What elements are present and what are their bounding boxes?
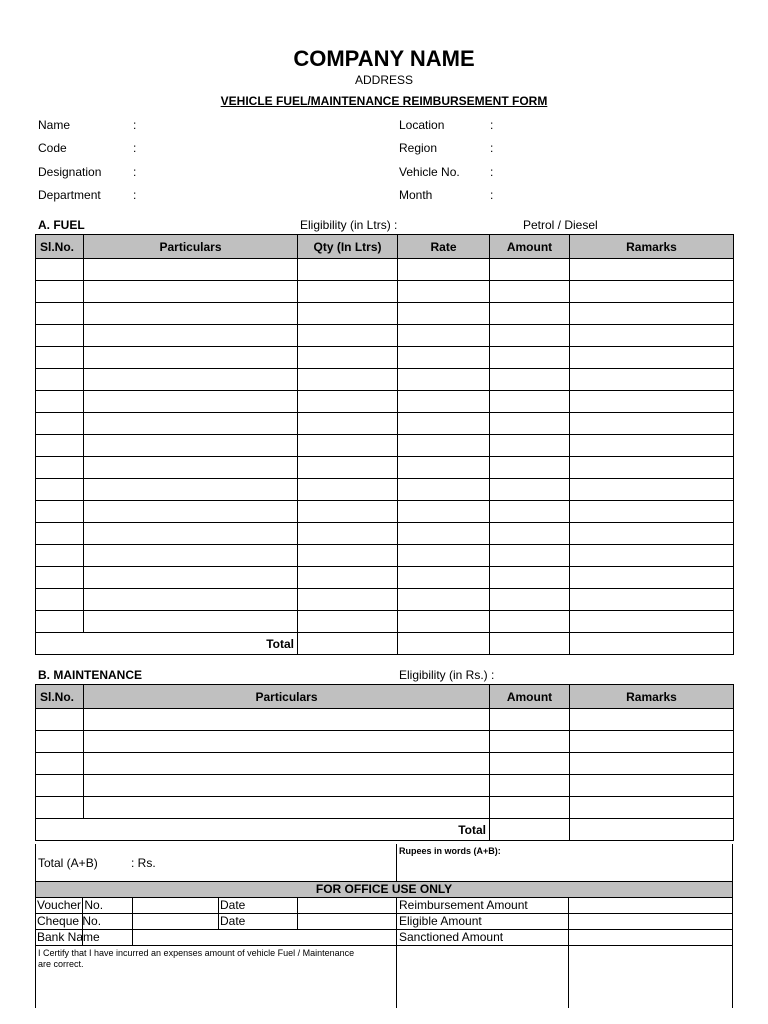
fuel-table-cell[interactable]	[36, 391, 84, 413]
fuel-col-rate: Rate	[398, 235, 490, 259]
fuel-table-row	[36, 369, 734, 391]
maintenance-table-cell[interactable]	[84, 709, 490, 731]
fuel-table-row	[36, 435, 734, 457]
fuel-table-cell[interactable]	[398, 325, 490, 347]
fuel-table-cell[interactable]	[570, 413, 734, 435]
fuel-table-cell[interactable]	[570, 325, 734, 347]
fuel-table-cell[interactable]	[398, 611, 490, 633]
fuel-table-row	[36, 347, 734, 369]
maintenance-header-row	[36, 685, 734, 709]
total-rs-label: : Rs.	[131, 856, 156, 870]
fuel-table-cell[interactable]	[84, 501, 298, 523]
fuel-table-cell[interactable]	[398, 567, 490, 589]
office-right-border	[732, 881, 733, 1008]
company-name: COMPANY NAME	[293, 46, 475, 71]
fuel-table-cell[interactable]	[398, 589, 490, 611]
summary-right-border	[732, 844, 733, 881]
office-vline-d	[297, 897, 298, 929]
summary-divider	[396, 844, 397, 881]
fuel-table-cell[interactable]	[570, 369, 734, 391]
fuel-table-row	[36, 567, 734, 589]
office-vline-f	[568, 897, 569, 1008]
fuel-table-row	[36, 303, 734, 325]
name-colon: :	[133, 118, 137, 132]
maintenance-table-cell[interactable]	[570, 797, 734, 819]
fuel-table-cell[interactable]	[36, 435, 84, 457]
fuel-table-cell[interactable]	[570, 347, 734, 369]
fuel-col-particulars: Particulars	[84, 235, 298, 259]
maintenance-col-particulars: Particulars	[84, 685, 490, 709]
fuel-table-cell[interactable]	[298, 457, 398, 479]
maintenance-table-cell[interactable]	[490, 797, 570, 819]
fuel-table-cell[interactable]	[298, 413, 398, 435]
office-line-1	[35, 897, 733, 898]
fuel-table-cell[interactable]	[84, 589, 298, 611]
fuel-table-cell[interactable]	[298, 567, 398, 589]
maintenance-total-row	[36, 819, 734, 841]
fuel-table-cell[interactable]	[84, 325, 298, 347]
fuel-table-row	[36, 479, 734, 501]
fuel-table-cell[interactable]	[84, 479, 298, 501]
fuel-table-cell[interactable]	[490, 391, 570, 413]
fuel-table-cell[interactable]	[490, 567, 570, 589]
fuel-table-cell[interactable]	[84, 567, 298, 589]
fuel-table-cell[interactable]	[398, 259, 490, 281]
name-label: Name	[38, 118, 71, 132]
fuel-total-rate-cell[interactable]	[398, 633, 490, 655]
eligible-amount-label: Eligible Amount	[399, 914, 482, 928]
fuel-table-cell[interactable]	[298, 391, 398, 413]
fuel-table-cell[interactable]	[398, 347, 490, 369]
fuel-table-cell[interactable]	[570, 457, 734, 479]
cheque-date-label: Date	[220, 914, 246, 928]
fuel-table-cell[interactable]	[570, 545, 734, 567]
fuel-table-cell[interactable]	[84, 413, 298, 435]
department-label: Department	[38, 188, 101, 202]
fuel-table-cell[interactable]	[298, 611, 398, 633]
code-label: Code	[38, 141, 67, 155]
office-line-2	[35, 913, 733, 914]
fuel-table-cell[interactable]	[84, 369, 298, 391]
maintenance-table-row	[36, 753, 734, 775]
fuel-type-label: Petrol / Diesel	[523, 218, 598, 232]
fuel-table-cell[interactable]	[490, 501, 570, 523]
office-use-header: FOR OFFICE USE ONLY	[35, 882, 733, 897]
fuel-table-cell[interactable]	[298, 303, 398, 325]
fuel-table-cell[interactable]	[36, 611, 84, 633]
fuel-table-cell[interactable]	[298, 369, 398, 391]
maintenance-eligibility-label: Eligibility (in Rs.) :	[399, 668, 495, 682]
fuel-table-cell[interactable]	[490, 347, 570, 369]
maintenance-col-amount: Amount	[490, 685, 570, 709]
fuel-table-cell[interactable]	[36, 413, 84, 435]
fuel-table-cell[interactable]	[490, 611, 570, 633]
maintenance-table-cell[interactable]	[490, 731, 570, 753]
fuel-table-cell[interactable]	[36, 457, 84, 479]
fuel-table-cell[interactable]	[570, 391, 734, 413]
maintenance-section-title: B. MAINTENANCE	[38, 668, 142, 682]
maintenance-table-cell[interactable]	[490, 709, 570, 731]
fuel-table-cell[interactable]	[298, 259, 398, 281]
maintenance-table-cell[interactable]	[84, 731, 490, 753]
fuel-table-cell[interactable]	[36, 501, 84, 523]
fuel-eligibility-label: Eligibility (in Ltrs) :	[300, 218, 398, 232]
fuel-table-row	[36, 325, 734, 347]
fuel-table-cell[interactable]	[298, 501, 398, 523]
cheque-no-label: Cheque No.	[37, 914, 102, 928]
sanctioned-amount-label: Sanctioned Amount	[399, 930, 504, 944]
fuel-table-cell[interactable]	[84, 259, 298, 281]
fuel-table-cell[interactable]	[84, 281, 298, 303]
location-label: Location	[399, 118, 445, 132]
total-ab-label: Total (A+B)	[38, 856, 98, 870]
reimbursement-amount-label: Reimbursement Amount	[399, 898, 528, 912]
fuel-table-cell[interactable]	[398, 523, 490, 545]
fuel-table-cell[interactable]	[298, 325, 398, 347]
fuel-table-cell[interactable]	[490, 589, 570, 611]
fuel-table-row	[36, 281, 734, 303]
fuel-table-cell[interactable]	[490, 413, 570, 435]
fuel-total-qty-cell[interactable]	[298, 633, 398, 655]
maintenance-total-amount-cell[interactable]	[490, 819, 570, 841]
maintenance-table-row	[36, 775, 734, 797]
code-colon: :	[133, 141, 137, 155]
fuel-table-cell[interactable]	[490, 523, 570, 545]
designation-colon: :	[133, 165, 137, 179]
vehicle-no-label: Vehicle No.	[399, 165, 460, 179]
maintenance-table	[35, 684, 734, 841]
office-left-border	[35, 881, 36, 1008]
maintenance-table-cell[interactable]	[84, 753, 490, 775]
office-vline-b	[132, 897, 133, 945]
fuel-table-cell[interactable]	[84, 457, 298, 479]
fuel-table-cell[interactable]	[84, 545, 298, 567]
maintenance-table-cell[interactable]	[570, 775, 734, 797]
vehicle-no-colon: :	[490, 165, 494, 179]
fuel-table-cell[interactable]	[570, 567, 734, 589]
rupees-in-words-label: Rupees in words (A+B):	[399, 846, 501, 856]
voucher-date-label: Date	[220, 898, 246, 912]
month-colon: :	[490, 188, 494, 202]
fuel-table-cell[interactable]	[570, 501, 734, 523]
fuel-table-cell[interactable]	[298, 589, 398, 611]
fuel-table-cell[interactable]	[298, 435, 398, 457]
fuel-table-cell[interactable]	[490, 479, 570, 501]
maintenance-table-cell[interactable]	[36, 709, 84, 731]
fuel-table-cell[interactable]	[36, 281, 84, 303]
month-label: Month	[399, 188, 433, 202]
fuel-table-cell[interactable]	[36, 347, 84, 369]
fuel-total-row	[36, 633, 734, 655]
summary-left-border	[35, 844, 36, 881]
fuel-table-row	[36, 259, 734, 281]
fuel-table-cell[interactable]	[398, 479, 490, 501]
fuel-table-cell[interactable]	[570, 589, 734, 611]
fuel-table-cell[interactable]	[398, 457, 490, 479]
fuel-table-cell[interactable]	[398, 545, 490, 567]
fuel-table-row	[36, 501, 734, 523]
fuel-table-row	[36, 589, 734, 611]
office-use-section	[35, 881, 732, 1008]
fuel-table-cell[interactable]	[36, 567, 84, 589]
fuel-table-cell[interactable]	[298, 523, 398, 545]
fuel-table-cell[interactable]	[36, 259, 84, 281]
fuel-table-cell[interactable]	[398, 435, 490, 457]
maintenance-table-cell[interactable]	[36, 775, 84, 797]
fuel-table-cell[interactable]	[570, 303, 734, 325]
maintenance-table-cell[interactable]	[84, 797, 490, 819]
fuel-table-cell[interactable]	[398, 413, 490, 435]
fuel-table-cell[interactable]	[490, 281, 570, 303]
fuel-table-cell[interactable]	[84, 303, 298, 325]
fuel-col-qty: Qty (In Ltrs)	[298, 235, 398, 259]
fuel-table-cell[interactable]	[36, 303, 84, 325]
fuel-table-cell[interactable]	[570, 523, 734, 545]
fuel-table-row	[36, 545, 734, 567]
fuel-table-cell[interactable]	[36, 369, 84, 391]
fuel-table-cell[interactable]	[570, 281, 734, 303]
maintenance-table-cell[interactable]	[36, 731, 84, 753]
fuel-table-cell[interactable]	[298, 347, 398, 369]
maintenance-table-cell[interactable]	[490, 775, 570, 797]
fuel-table-cell[interactable]	[490, 435, 570, 457]
maintenance-table-cell[interactable]	[570, 753, 734, 775]
bank-name-label: Bank Name	[37, 930, 100, 944]
maintenance-table-cell[interactable]	[84, 775, 490, 797]
fuel-col-slno: Sl.No.	[36, 235, 84, 259]
fuel-col-amount: Amount	[490, 235, 570, 259]
maintenance-table-cell[interactable]	[490, 753, 570, 775]
fuel-section-title: A. FUEL	[38, 218, 85, 232]
fuel-table-cell[interactable]	[36, 479, 84, 501]
fuel-table-cell[interactable]	[490, 259, 570, 281]
fuel-table-cell[interactable]	[490, 457, 570, 479]
fuel-table-cell[interactable]	[36, 523, 84, 545]
office-vline-e	[396, 897, 397, 1008]
fuel-table-cell[interactable]	[398, 281, 490, 303]
fuel-total-remarks-cell[interactable]	[570, 633, 734, 655]
fuel-table-row	[36, 523, 734, 545]
maintenance-table-row	[36, 709, 734, 731]
fuel-col-remarks: Ramarks	[570, 235, 734, 259]
fuel-table	[35, 234, 734, 655]
fuel-table-cell[interactable]	[570, 435, 734, 457]
fuel-total-label: Total	[36, 633, 298, 655]
fuel-table-cell[interactable]	[84, 391, 298, 413]
form-title: VEHICLE FUEL/MAINTENANCE REIMBURSEMENT FORM	[220, 94, 548, 108]
maintenance-table-cell[interactable]	[36, 797, 84, 819]
voucher-no-label: Voucher No.	[37, 898, 104, 912]
certification-text: I Certify that I have incurred an expenses amount of vehicle Fuel / Maintenance are correct.	[38, 948, 355, 969]
location-colon: :	[490, 118, 494, 132]
fuel-table-cell[interactable]	[84, 347, 298, 369]
maintenance-table-row	[36, 731, 734, 753]
fuel-table-cell[interactable]	[398, 391, 490, 413]
office-line-4	[35, 945, 733, 946]
fuel-table-cell[interactable]	[398, 369, 490, 391]
fuel-total-amount-cell[interactable]	[490, 633, 570, 655]
department-colon: :	[133, 188, 137, 202]
maintenance-col-remarks: Ramarks	[570, 685, 734, 709]
fuel-table-cell[interactable]	[298, 281, 398, 303]
fuel-table-cell[interactable]	[570, 259, 734, 281]
fuel-table-cell[interactable]	[490, 369, 570, 391]
office-vline-c	[218, 897, 219, 929]
fuel-table-cell[interactable]	[490, 303, 570, 325]
fuel-table-cell[interactable]	[36, 589, 84, 611]
fuel-table-cell[interactable]	[84, 523, 298, 545]
region-colon: :	[490, 141, 494, 155]
region-label: Region	[399, 141, 438, 155]
company-address: ADDRESS	[354, 73, 413, 87]
fuel-table-row	[36, 413, 734, 435]
maintenance-table-cell[interactable]	[570, 709, 734, 731]
fuel-table-cell[interactable]	[570, 611, 734, 633]
office-line-3	[35, 929, 733, 930]
maintenance-table-row	[36, 797, 734, 819]
maintenance-col-slno: Sl.No.	[36, 685, 84, 709]
fuel-table-cell[interactable]	[490, 545, 570, 567]
fuel-table-row	[36, 611, 734, 633]
fuel-header-row	[36, 235, 734, 259]
fuel-table-cell[interactable]	[36, 325, 84, 347]
fuel-table-cell[interactable]	[490, 325, 570, 347]
fuel-table-row	[36, 391, 734, 413]
maintenance-table-cell[interactable]	[36, 753, 84, 775]
designation-label: Designation	[38, 165, 102, 179]
fuel-table-cell[interactable]	[398, 501, 490, 523]
fuel-table-cell[interactable]	[298, 479, 398, 501]
fuel-table-row	[36, 457, 734, 479]
fuel-table-cell[interactable]	[298, 545, 398, 567]
fuel-table-cell[interactable]	[398, 303, 490, 325]
maintenance-total-remarks-cell[interactable]	[570, 819, 734, 841]
maintenance-total-label: Total	[36, 819, 490, 841]
fuel-table-cell[interactable]	[36, 545, 84, 567]
fuel-table-cell[interactable]	[570, 479, 734, 501]
maintenance-table-cell[interactable]	[570, 731, 734, 753]
fuel-table-cell[interactable]	[84, 435, 298, 457]
fuel-table-cell[interactable]	[84, 611, 298, 633]
